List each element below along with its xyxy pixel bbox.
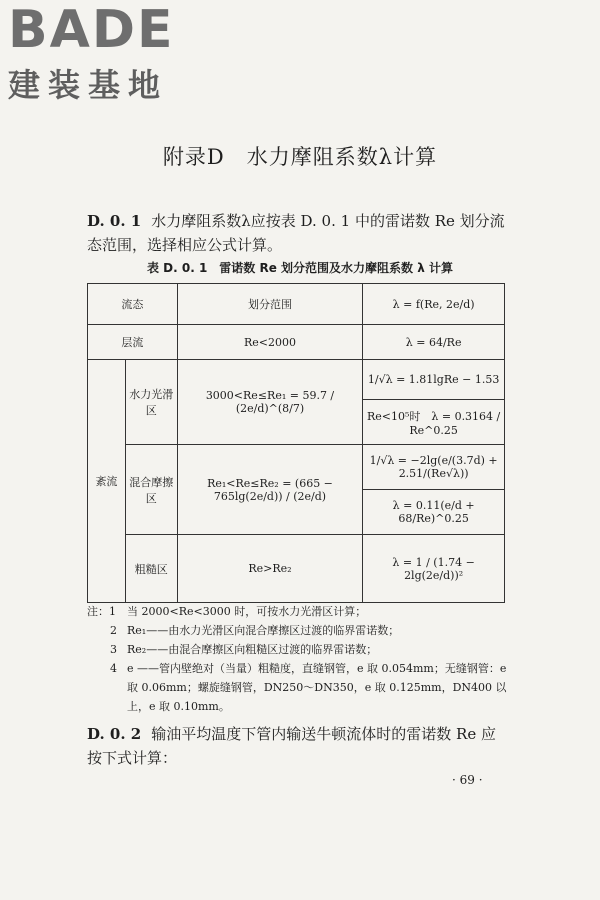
note-4: 4 e ——管内壁绝对（当量）粗糙度，直缝钢管，e 取 0.054mm；无缝钢管：e 取 0.06mm；螺旋缝钢管，DN250～DN350，e 取 0.125mm，DN400 以上，e 取 0.10mm。	[110, 662, 507, 713]
table-notes	[87, 602, 517, 716]
logo-subtitle: 建装基地	[8, 66, 169, 104]
mixed-formula-b: λ = 0.11(e/d + 68/Re)^0.25	[363, 490, 505, 535]
mixed-range: Re₁<Re≤Re₂ = (665 − 765lg(2e/d)) / (2e/d)	[177, 445, 363, 535]
laminar-range: Re<2000	[177, 325, 363, 360]
smooth-zone: 水力光滑区	[125, 360, 177, 445]
clause-d01	[87, 209, 507, 257]
note-2: 2 Re₁——由水力光滑区向混合摩擦区过渡的临界雷诺数；	[110, 624, 400, 637]
laminar-formula: λ = 64/Re	[363, 325, 505, 360]
logo-brand-text: BADE	[8, 0, 175, 60]
brand-logo	[8, 2, 175, 106]
header-regime: 流态	[88, 284, 178, 325]
table-caption: 表 D. 0. 1 雷诺数 Re 划分范围及水力摩阻系数 λ 计算	[147, 261, 453, 275]
rough-formula: λ = 1 / (1.74 − 2lg(2e/d))²	[363, 535, 505, 603]
clause-text: 输油平均温度下管内输送牛顿流体时的雷诺数 Re 应按下式计算：	[87, 725, 496, 767]
clause-d02	[87, 722, 507, 770]
laminar-regime: 层流	[88, 325, 178, 360]
friction-table	[87, 283, 505, 603]
clause-number: D. 0. 1	[87, 212, 142, 230]
smooth-range: 3000<Re≤Re₁ = 59.7 / (2e/d)^(8/7)	[177, 360, 363, 445]
smooth-formula-a: 1/√λ = 1.81lgRe − 1.53	[363, 360, 505, 400]
clause-text: 水力摩阻系数λ应按表 D. 0. 1 中的雷诺数 Re 划分流态范围，选择相应公式计算。	[87, 212, 505, 254]
mixed-zone: 混合摩擦区	[125, 445, 177, 535]
page-number: · 69 ·	[452, 773, 483, 787]
smooth-formula-b: Re<10⁵时 λ = 0.3164 / Re^0.25	[363, 400, 505, 445]
rough-range: Re>Re₂	[177, 535, 363, 603]
rough-zone: 粗糙区	[125, 535, 177, 603]
turbulent-label: 紊流	[88, 360, 126, 603]
mixed-formula-a: 1/√λ = −2lg(e/(3.7d) + 2.51/(Re√λ))	[363, 445, 505, 490]
header-range: 划分范围	[177, 284, 363, 325]
note-3: 3 Re₂——由混合摩擦区向粗糙区过渡的临界雷诺数；	[110, 643, 378, 656]
page-title: 附录D 水力摩阻系数λ计算	[162, 145, 438, 169]
note-1: 注：1 当 2000<Re<3000 时，可按水力光滑区计算；	[87, 605, 367, 618]
header-formula: λ = f(Re, 2e/d)	[363, 284, 505, 325]
clause-number: D. 0. 2	[87, 725, 142, 743]
